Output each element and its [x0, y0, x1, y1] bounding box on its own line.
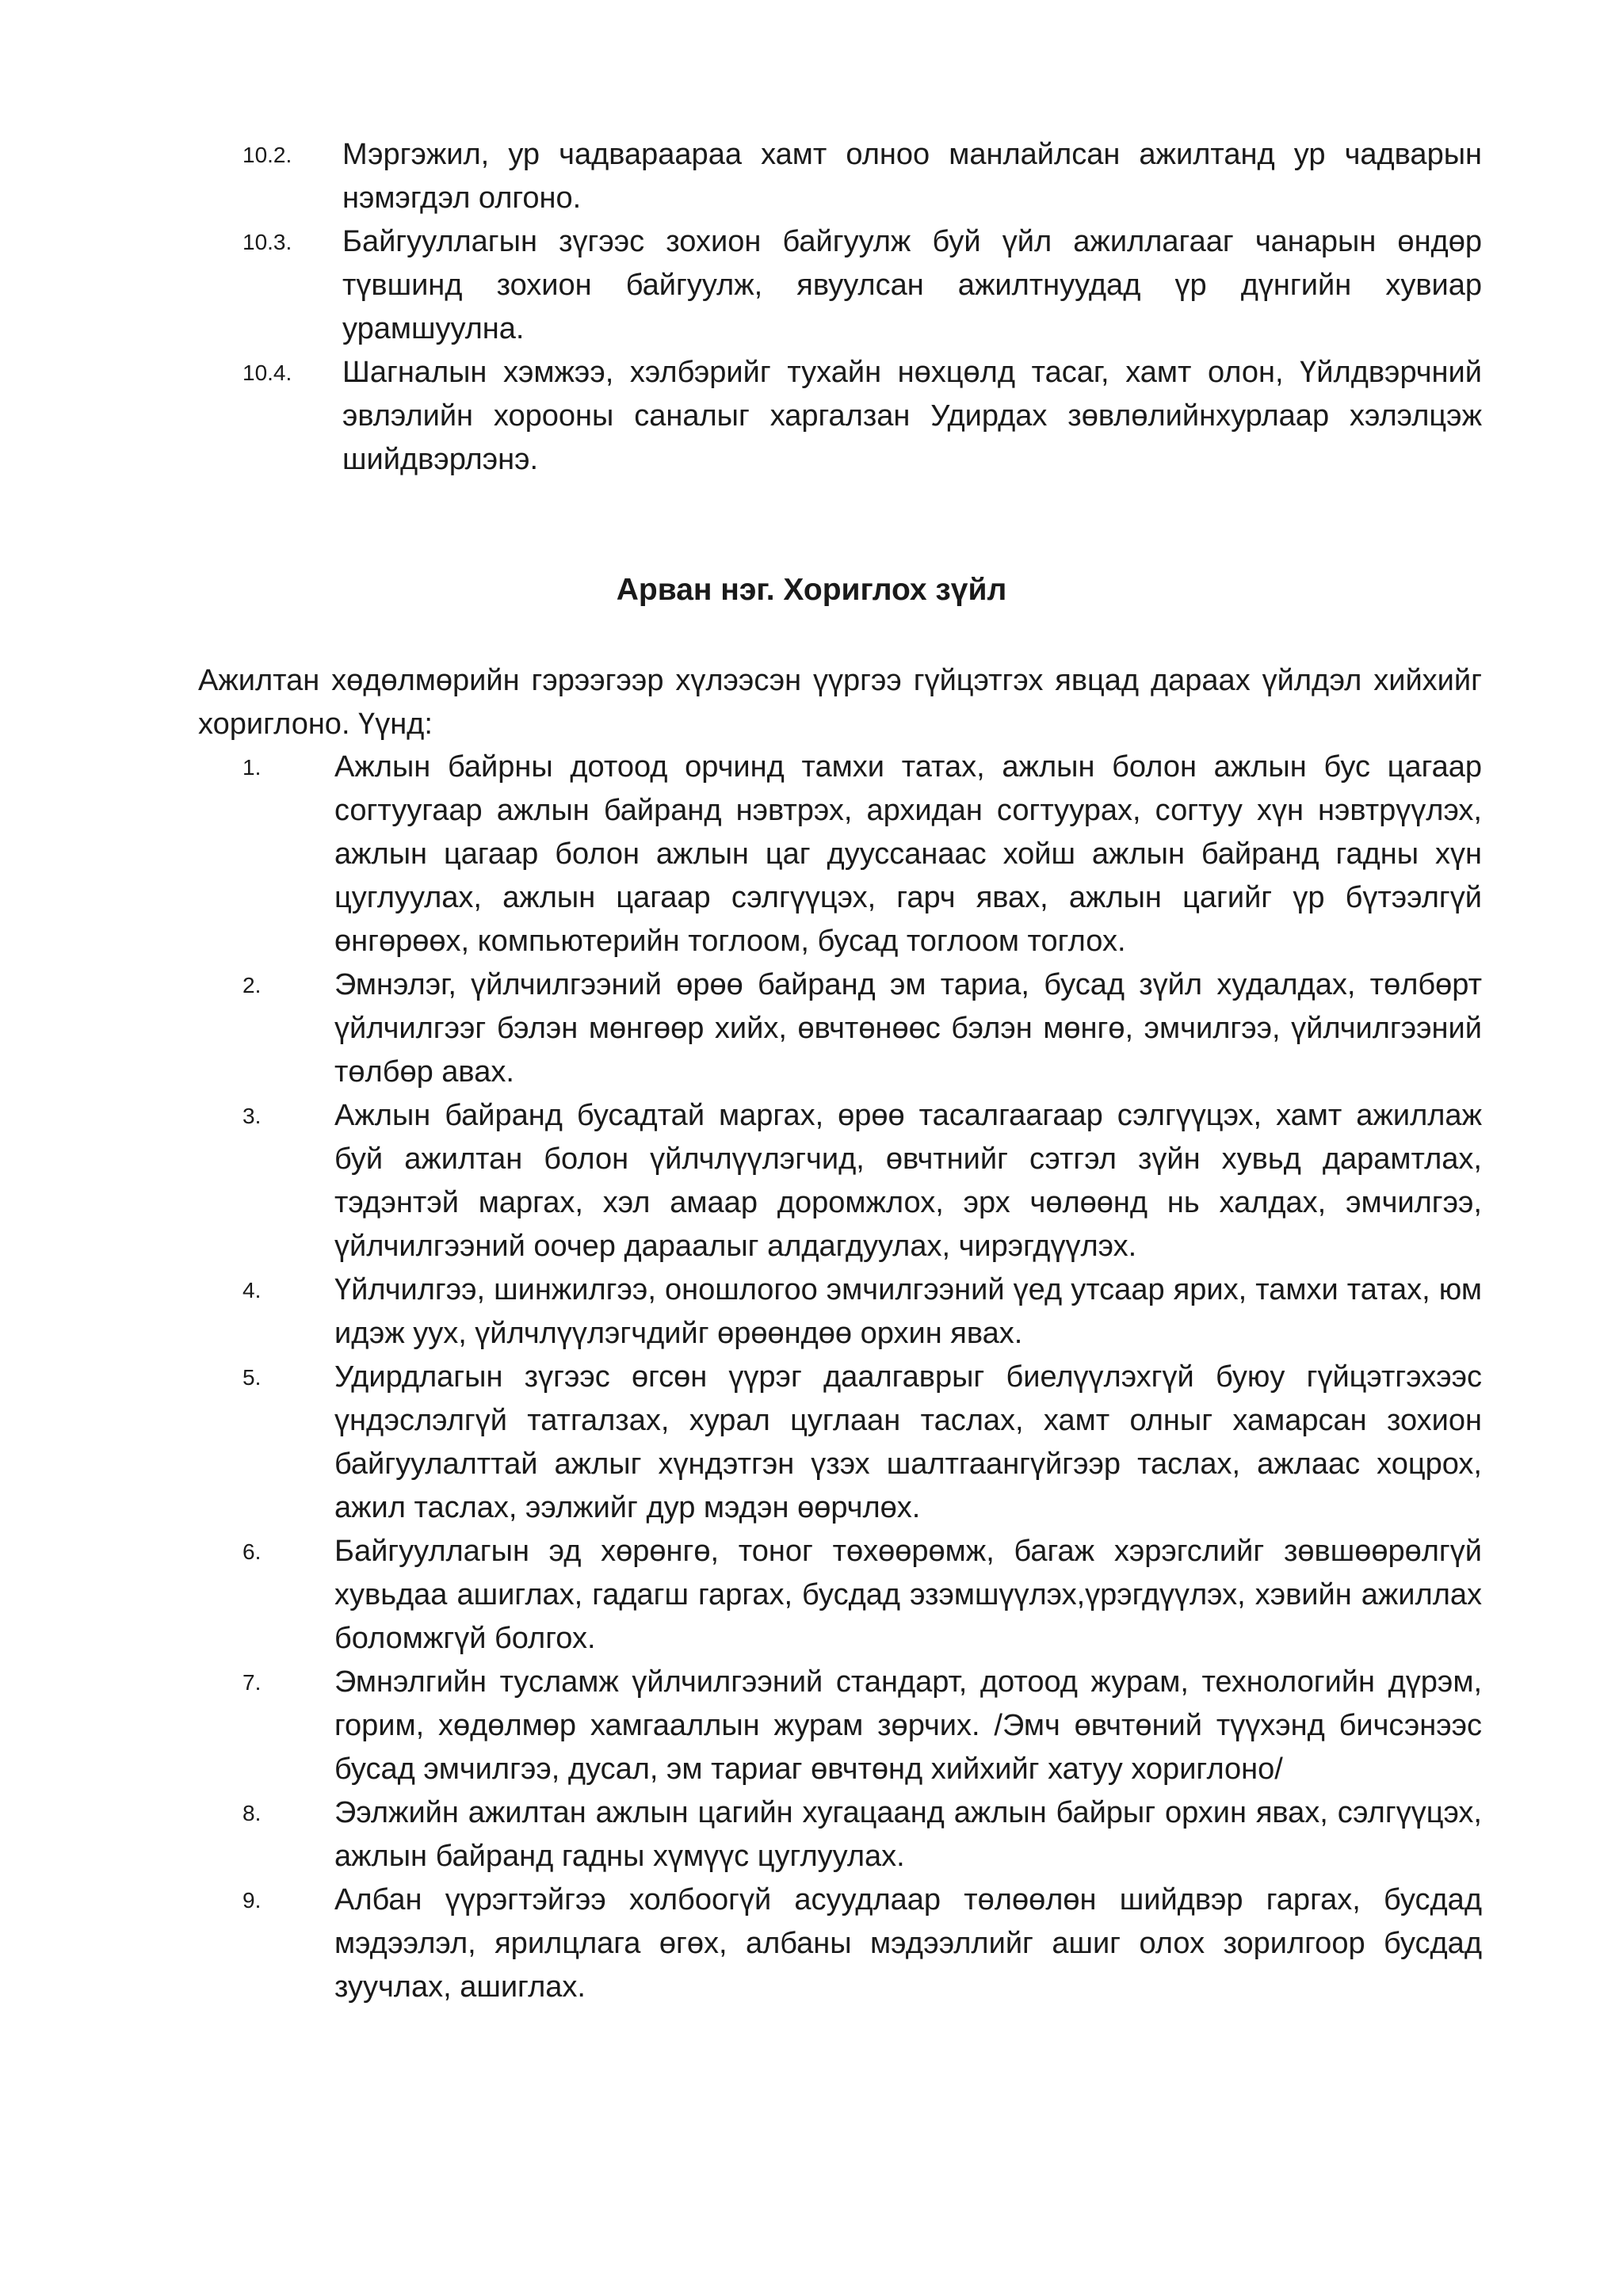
- section-10-list: [242, 133, 1482, 482]
- list-item: [242, 746, 1482, 963]
- item-text: Шагналын хэмжээ, хэлбэрийг тухайн нөхцөлд тасаг, хамт олон, Үйлдвэрчний эвлэлийн хорооны саналыг харгалзан Удирдах зөвлөлийнхурлаар хэлэлцэж шийдвэрлэнэ.: [342, 356, 1482, 476]
- list-item: [242, 963, 1482, 1094]
- item-text: Албан үүрэгтэйгээ холбоогүй асуудлаар төлөөлөн шийдвэр гаргах, бусдад мэдээлэл, ярилцлага өгөх, албаны мэдээллийг ашиг олох зорилгоор бусдад зуучлах, ашиглах.: [334, 1883, 1482, 2004]
- item-number: 8.: [242, 1801, 262, 1825]
- item-number: 2.: [242, 973, 262, 997]
- list-item: [242, 1878, 1482, 2009]
- item-text: Эмнэлэг, үйлчилгээний өрөө байранд эм тариа, бусад зүйл худалдах, төлбөрт үйлчилгээг бэлэн мөнгөөр хийх, өвчтөнөөс бэлэн мөнгө, эмчилгээ, үйлчилгээний төлбөр авах.: [334, 968, 1482, 1089]
- list-item: [242, 1530, 1482, 1661]
- item-number: 1.: [242, 755, 262, 780]
- list-item: [242, 1094, 1482, 1268]
- item-text: Ажлын байранд бусадтай маргах, өрөө тасалгаагаар сэлгүүцэх, хамт ажиллаж буй ажилтан болон үйлчлүүлэгчид, өвчтнийг сэтгэл зүйн хувьд дарамтлах, тэдэнтэй маргах, хэл амаар доромжлох, эрх чөлөөнд нь халдах, эмчилгээ, үйлчилгээний оочер дараалыг алдагдуулах, чирэгдүүлэх.: [334, 1099, 1482, 1263]
- list-item: [242, 1268, 1482, 1356]
- section-11-intro: Ажилтан хөдөлмөрийн гэрээгээр хүлээсэн үүргээ гүйцэтгэх явцад дараах үйлдэл хийхийг хориглоно. Үүнд:: [198, 664, 1482, 741]
- section-11-heading: Арван нэг. Хориглох зүйл: [616, 573, 1007, 607]
- item-text: Үйлчилгээ, шинжилгээ, оношлогоо эмчилгээний үед утсаар ярих, тамхи татах, юм идэж уух, үйлчлүүлэгчдийг өрөөндөө орхин явах.: [334, 1273, 1482, 1350]
- item-text: Мэргэжил, ур чадвараараа хамт олноо манлайлсан ажилтанд ур чадварын нэмэгдэл олгоно.: [342, 138, 1482, 215]
- item-text: Байгууллагын эд хөрөнгө, тоног төхөөрөмж, багаж хэрэгслийг зөвшөөрөлгүй хувьдаа ашиглах, гадагш гаргах, бусдад эзэмшүүлэх,үрэгдүүлэх, хэвийн ажиллах боломжгүй болгох.: [334, 1535, 1482, 1655]
- item-text: Ээлжийн ажилтан ажлын цагийн хугацаанд ажлын байрыг орхин явах, сэлгүүцэх, ажлын байранд гадны хүмүүс цуглуулах.: [334, 1796, 1482, 1873]
- item-text: Эмнэлгийн тусламж үйлчилгээний стандарт, дотоод журам, технологийн дүрэм, горим, хөдөлмөр хамгааллын журам зөрчих. /Эмч өвчтөний түүхэнд бичсэнээс бусад эмчилгээ, дусал, эм тариаг өвчтөнд хийхийг хатуу хориглоно/: [334, 1665, 1482, 1786]
- item-number: 10.4.: [242, 360, 292, 385]
- item-number: 3.: [242, 1104, 262, 1128]
- list-item: [242, 1356, 1482, 1530]
- list-item-10-2: [242, 133, 1482, 220]
- list-item-10-4: [242, 351, 1482, 482]
- item-text: Ажлын байрны дотоод орчинд тамхи татах, ажлын болон ажлын бус цагаар согтуугаар ажлын байранд нэвтрэх, архидан согтуурах, согтуу хүн нэвтрүүлэх, ажлын цагаар болон ажлын цаг дууссанаас хойш ажлын байранд гадны хүн цуглуулах, ажлын цагаар сэлгүүцэх, гарч явах, ажлын цагийг үр бүтээлгүй өнгөрөөх, компьютерийн тоглоом, бусад тоглоом тоглох.: [334, 750, 1482, 958]
- item-number: 4.: [242, 1278, 262, 1302]
- prohibitions-list: [242, 746, 1482, 2009]
- item-number: 9.: [242, 1888, 262, 1913]
- item-number: 6.: [242, 1539, 262, 1564]
- item-number: 7.: [242, 1670, 262, 1695]
- item-text: Байгууллагын зүгээс зохион байгуулж буй үйл ажиллагааг чанарын өндөр түвшинд зохион байгуулж, явуулсан ажилтнуудад үр дүнгийн хувиар урамшуулна.: [342, 225, 1482, 345]
- item-text: Удирдлагын зүгээс өгсөн үүрэг даалгаврыг биелүүлэхгүй буюу гүйцэтгэхээс үндэслэлгүй татгалзах, хурал цуглаан таслах, хамт олныг хамарсан зохион байгуулалттай ажлыг хүндэтгэн үзэх шалтгаангүйгээр таслах, ажлаас хоцрох, ажил таслах, ээлжийг дур мэдэн өөрчлөх.: [334, 1360, 1482, 1524]
- list-item: [242, 1791, 1482, 1878]
- item-number: 10.2.: [242, 143, 292, 167]
- list-item-10-3: [242, 220, 1482, 351]
- item-number: 5.: [242, 1365, 262, 1390]
- list-item: [242, 1661, 1482, 1791]
- item-number: 10.3.: [242, 230, 292, 254]
